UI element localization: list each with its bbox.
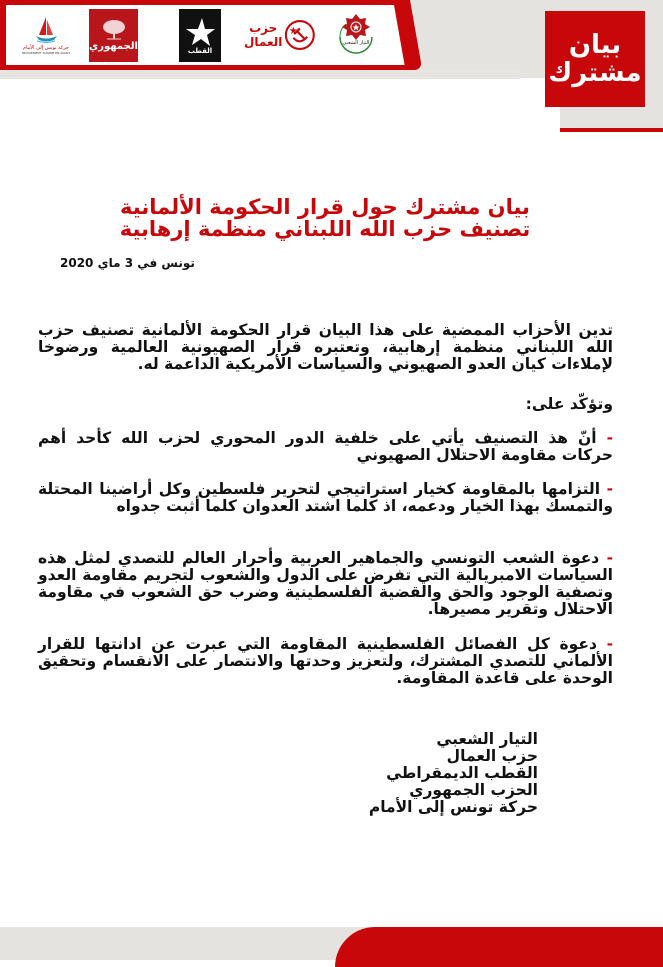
popular-current-emblem-icon xyxy=(334,11,378,59)
affirm-heading: وتؤكّد على: xyxy=(525,395,613,413)
sailboat-icon xyxy=(31,15,61,45)
statement-date: تونس في 3 ماي 2020 xyxy=(60,256,195,270)
badge-line-2: مشترك xyxy=(548,58,642,88)
signatory: حزب العمال xyxy=(446,747,538,765)
signatories-list xyxy=(369,731,538,816)
popular-current-logo xyxy=(333,10,379,60)
header-white-area xyxy=(0,78,560,138)
workers-party-text-1: حزب xyxy=(249,21,278,35)
point-item xyxy=(38,636,613,687)
point-text: أنّ هذ التصنيف يأتي على خلفية الدور المحوري لحزب الله كأحد أهم حركات مقاومة الاحتلال الصهيوني xyxy=(38,429,613,464)
democratic-pole-logo xyxy=(179,9,221,62)
hammer-sickle-icon xyxy=(284,18,316,52)
signatory: الحزب الجمهوري xyxy=(409,781,538,799)
signatory: القطب الديمقراطي xyxy=(386,764,538,782)
workers-party-text-2: العمال xyxy=(244,35,283,49)
statement-title xyxy=(115,196,535,240)
democratic-pole-text: القطب xyxy=(187,46,213,55)
point-text: التزامها بالمقاومة كخيار استراتيجي لتحرير فلسطين وكل أراضينا المحتلة والتمسك بهذا الخيار ودعمه، اذ كلما اشتد العدوان كلما أثبت جدواه xyxy=(38,480,613,515)
bullet-dash: - xyxy=(606,635,613,653)
tunisia-forward-text: حركة تونس إلى الأمام xyxy=(22,45,70,51)
footer-red-fill xyxy=(380,927,663,960)
point-text: دعوة كل الفصائل الفلسطينية المقاومة التي عبرت عن ادانتها للقرار الألماني للتصدي المشترك، ولتعزيز وحدتها والانتصار على الانقسام وتحقيق الوحدة على قاعدة المقاومة. xyxy=(38,635,613,687)
point-item xyxy=(38,430,613,464)
bullet-dash: - xyxy=(606,429,613,447)
star-icon xyxy=(184,17,216,47)
header-shadow-strip xyxy=(0,70,520,79)
signatory: التيار الشعبي xyxy=(436,730,538,748)
tunisia-forward-subtext: MOUVEMENT TUNISIE EN AVANT xyxy=(21,51,71,55)
bullet-dash: - xyxy=(606,549,613,567)
point-item xyxy=(38,481,613,515)
badge-line-1: بيان xyxy=(568,30,622,60)
title-line-1: بيان مشترك حول قرار الحكومة الألمانية xyxy=(120,195,530,219)
workers-party-logo xyxy=(244,10,316,60)
movement-tunisia-forward-logo xyxy=(14,12,78,58)
signatory: حركة تونس إلى الأمام xyxy=(368,798,538,816)
title-line-2: تصنيف حزب الله اللبناني منظمة إرهابية xyxy=(119,217,531,241)
joumhouri-text: الجمهوري xyxy=(89,41,138,52)
joumhouri-logo xyxy=(89,9,138,62)
popular-current-text: التيار الشعبي xyxy=(342,40,370,46)
intro-paragraph: تدين الأحزاب الممضية على هذا البيان قرار الحكومة الألمانية تصنيف حزب الله اللبناني منظمة إرهابية، وتعتبره قرار الصهيونية العالمية ورضوخا لإملاءات كيان العدو الصهيوني والسياسات الأمريكية الداعمة له. xyxy=(38,321,613,373)
bullet-dash: - xyxy=(606,480,613,498)
tree-icon xyxy=(101,19,127,41)
point-item xyxy=(38,550,613,618)
point-text: دعوة الشعب التونسي والجماهير العربية وأحرار العالم للتصدي لمثل هذه السياسات الامبريالية التي تفرض على الدول والشعوب لتجريم مقاومة العدو وتصفية الوجود والحق والقضية الفلسطينية وضرب حق الشعوب في مقاومة الاحتلال وتقرير مصيرها. xyxy=(38,549,613,618)
joint-statement-badge xyxy=(545,11,645,107)
